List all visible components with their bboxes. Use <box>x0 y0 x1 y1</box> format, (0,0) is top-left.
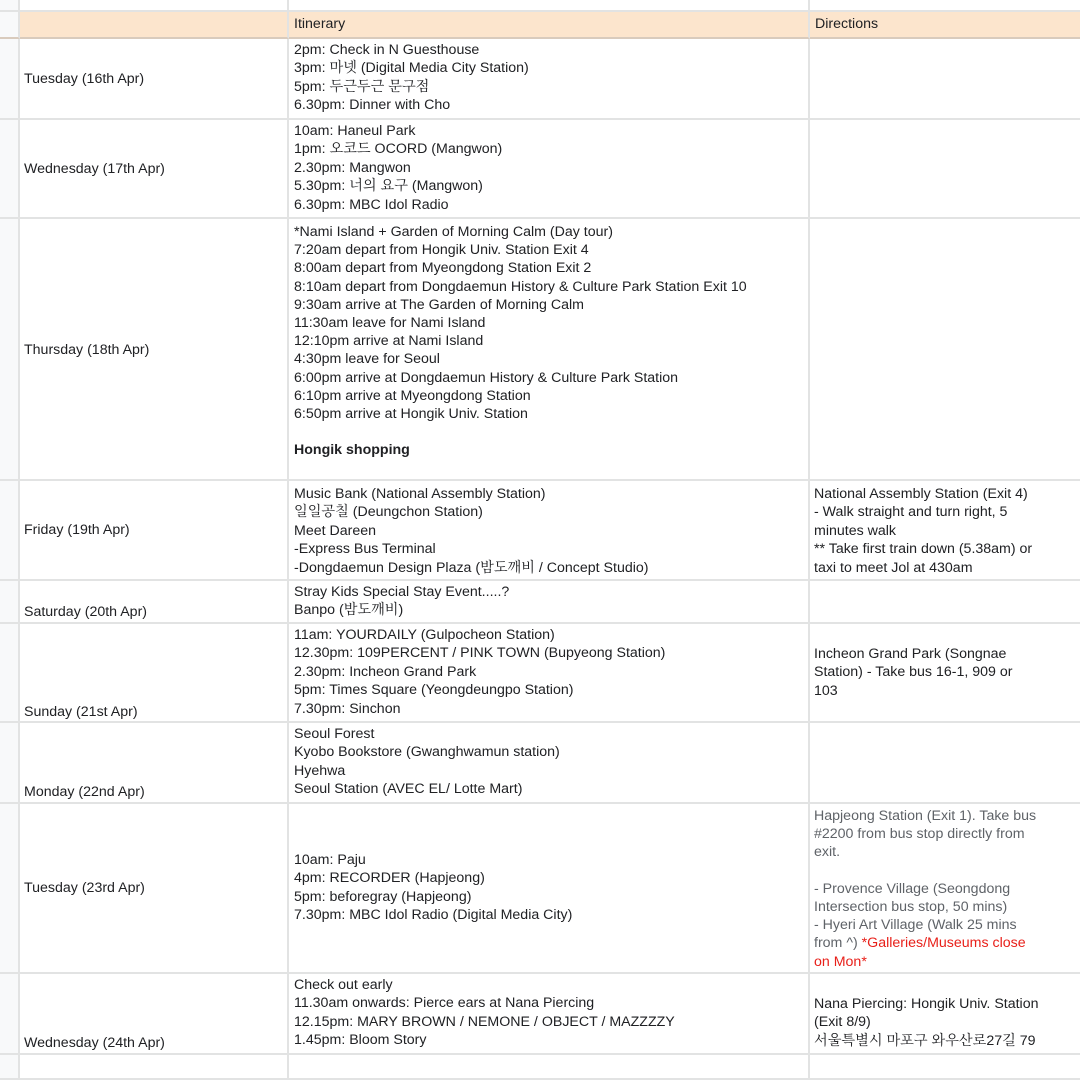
directions-line-mixed <box>814 934 1036 952</box>
itinerary-line: 2.30pm: Incheon Grand Park <box>294 663 477 680</box>
directions-cell[interactable] <box>810 804 1080 974</box>
itinerary-line: 11:30am leave for Nami Island <box>294 314 486 331</box>
directions-line: exit. <box>814 844 841 861</box>
itinerary-line: 6:50pm arrive at Hongik Univ. Station <box>294 405 528 422</box>
itinerary-lines <box>294 583 509 620</box>
itinerary-line: Kyobo Bookstore (Gwanghwamun station) <box>294 744 560 761</box>
itinerary-line: 8:00am depart from Myeongdong Station Exit 2 <box>294 260 592 277</box>
row-number-cell[interactable] <box>0 39 20 120</box>
directions-cell[interactable] <box>810 39 1080 120</box>
directions-line: Hapjeong Station (Exit 1). Take bus <box>814 808 1037 824</box>
itinerary-line: 일일공칠 (Deungchon Station) <box>294 504 483 521</box>
table-row <box>0 481 1080 581</box>
row-number-cell[interactable] <box>0 0 20 12</box>
directions-line: Nana Piercing: Hongik Univ. Station <box>814 996 1039 1012</box>
itinerary-line: Banpo (밤도깨비) <box>294 602 404 619</box>
itinerary-cell[interactable] <box>289 219 810 481</box>
day-cell[interactable] <box>20 624 289 723</box>
header-cell-itinerary[interactable] <box>289 12 810 39</box>
directions-line: - Hyeri Art Village (Walk 25 mins <box>814 917 1017 934</box>
itinerary-lines <box>294 122 502 214</box>
itinerary-line: 11.30am onwards: Pierce ears at Nana Piercing <box>294 995 595 1012</box>
directions-cell[interactable] <box>810 974 1080 1055</box>
directions-cell[interactable] <box>810 723 1080 804</box>
itinerary-line: 7.30pm: Sinchon <box>294 700 401 717</box>
directions-line: taxi to meet Jol at 430am <box>814 559 973 576</box>
directions-cell[interactable] <box>810 219 1080 481</box>
itinerary-line: 1.45pm: Bloom Story <box>294 1032 427 1049</box>
itinerary-cell[interactable] <box>289 723 810 804</box>
directions-line: Intersection bus stop, 50 mins) <box>814 898 1008 915</box>
directions-line: Incheon Grand Park (Songnae <box>814 646 1007 662</box>
itinerary-cell[interactable] <box>289 974 810 1055</box>
itinerary-line: 9:30am arrive at The Garden of Morning Calm <box>294 296 584 313</box>
itinerary-line: 1pm: 오코드 OCORD (Mangwon) <box>294 141 503 158</box>
itinerary-line: 12.30pm: 109PERCENT / PINK TOWN (Bupyeong Station) <box>294 645 666 662</box>
table-row <box>0 581 1080 624</box>
itinerary-line: 11am: YOURDAILY (Gulpocheon Station) <box>294 627 555 643</box>
directions-lines <box>814 645 1012 700</box>
itinerary-line: 5pm: beforegray (Hapjeong) <box>294 888 472 905</box>
directions-cell[interactable] <box>810 624 1080 723</box>
directions-cell[interactable] <box>810 120 1080 219</box>
itinerary-line: Hyehwa <box>294 762 346 779</box>
day-label: Wednesday (24th Apr) <box>24 1035 165 1051</box>
row-number-cell[interactable] <box>0 581 20 624</box>
cell[interactable] <box>289 0 810 12</box>
itinerary-line: 12.15pm: MARY BROWN / NEMONE / OBJECT / MAZZZZY <box>294 1013 675 1030</box>
cell[interactable] <box>810 1055 1080 1080</box>
row-number-cell[interactable] <box>0 974 20 1055</box>
directions-line: 103 <box>814 682 838 699</box>
day-label: Tuesday (16th Apr) <box>24 71 145 87</box>
directions-tail-text: from ^) <box>814 935 862 952</box>
itinerary-lines <box>294 851 572 925</box>
directions-cell[interactable] <box>810 581 1080 624</box>
itinerary-cell[interactable] <box>289 120 810 219</box>
row-number-cell[interactable] <box>0 804 20 974</box>
itinerary-line: 2.30pm: Mangwon <box>294 159 411 176</box>
itinerary-line: 6.30pm: MBC Idol Radio <box>294 196 449 213</box>
day-cell[interactable] <box>20 723 289 804</box>
itinerary-line: Meet Dareen <box>294 522 377 539</box>
partial-top-row <box>0 0 1080 12</box>
itinerary-line: 5pm: 두근두근 문구점 <box>294 78 430 95</box>
row-number-cell[interactable] <box>0 624 20 723</box>
directions-line: Station) - Take bus 16-1, 909 or <box>814 664 1013 681</box>
itinerary-line: 4pm: RECORDER (Hapjeong) <box>294 870 485 887</box>
itinerary-lines <box>294 41 529 115</box>
cell[interactable] <box>20 0 289 12</box>
itinerary-line: Check out early <box>294 977 393 993</box>
day-label: Saturday (20th Apr) <box>24 604 148 620</box>
day-cell[interactable] <box>20 804 289 974</box>
itinerary-line: 2pm: Check in N Guesthouse <box>294 42 480 58</box>
directions-line <box>814 862 1036 880</box>
itinerary-cell[interactable] <box>289 581 810 624</box>
header-itinerary-label: Itinerary <box>294 16 346 32</box>
directions-lines <box>814 807 1036 971</box>
itinerary-line: -Dongdaemun Design Plaza (밤도깨비 / Concept Studio) <box>294 559 649 576</box>
itinerary-line: Seoul Forest <box>294 726 375 742</box>
day-label: Tuesday (23rd Apr) <box>24 880 145 896</box>
directions-line: 서울특별시 마포구 와우산로27길 79 <box>814 1032 1036 1049</box>
row-number-cell[interactable] <box>0 120 20 219</box>
table-row <box>0 624 1080 723</box>
row-number-cell[interactable] <box>0 1055 20 1080</box>
itinerary-lines <box>294 223 747 459</box>
itinerary-line: 4:30pm leave for Seoul <box>294 351 440 368</box>
header-row <box>0 12 1080 39</box>
day-label: Wednesday (17th Apr) <box>24 161 165 177</box>
table-row <box>0 120 1080 219</box>
directions-warning-text: *Galleries/Museums close <box>861 935 1026 952</box>
cell[interactable] <box>289 1055 810 1080</box>
cell[interactable] <box>810 0 1080 12</box>
itinerary-lines <box>294 725 560 799</box>
itinerary-lines <box>294 485 649 577</box>
itinerary-line: -Express Bus Terminal <box>294 541 436 558</box>
itinerary-cell[interactable] <box>289 624 810 723</box>
table-row <box>0 804 1080 974</box>
header-cell-day[interactable] <box>20 12 289 39</box>
directions-line: minutes walk <box>814 522 897 539</box>
itinerary-line: 10am: Paju <box>294 852 366 868</box>
itinerary-line: 6:00pm arrive at Dongdaemun History & Culture Park Station <box>294 369 679 386</box>
itinerary-cell[interactable] <box>289 481 810 581</box>
row-number-cell[interactable] <box>0 219 20 481</box>
itinerary-lines <box>294 626 665 718</box>
directions-line: National Assembly Station (Exit 4) <box>814 486 1028 502</box>
itinerary-line: 7.30pm: MBC Idol Radio (Digital Media City) <box>294 907 573 924</box>
directions-warning-text: on Mon* <box>814 953 867 970</box>
itinerary-line: 12:10pm arrive at Nami Island <box>294 333 484 350</box>
table-row <box>0 723 1080 804</box>
itinerary-line: 3pm: 마넷 (Digital Media City Station) <box>294 60 529 77</box>
itinerary-line: 10am: Haneul Park <box>294 123 416 139</box>
day-label: Friday (19th Apr) <box>24 522 130 538</box>
row-number-cell[interactable] <box>0 481 20 581</box>
itinerary-line: 6.30pm: Dinner with Cho <box>294 97 451 114</box>
table-row <box>0 974 1080 1055</box>
itinerary-lines <box>294 976 675 1050</box>
directions-cell[interactable] <box>810 481 1080 581</box>
directions-line: - Provence Village (Seongdong <box>814 880 1011 897</box>
itinerary-line: 5pm: Times Square (Yeongdeungpo Station) <box>294 682 574 699</box>
day-cell[interactable] <box>20 481 289 581</box>
cell[interactable] <box>20 1055 289 1080</box>
blank-line <box>294 423 747 441</box>
directions-line: ** Take first train down (5.38am) or <box>814 541 1033 558</box>
day-cell[interactable] <box>20 39 289 120</box>
itinerary-line: Music Bank (National Assembly Station) <box>294 486 546 502</box>
directions-line: - Walk straight and turn right, 5 <box>814 504 1008 521</box>
itinerary-line: 7:20am depart from Hongik Univ. Station Exit 4 <box>294 242 589 259</box>
itinerary-bold-line: Hongik shopping <box>294 442 410 459</box>
itinerary-line: Stray Kids Special Stay Event.....? <box>294 584 510 600</box>
itinerary-line: Seoul Station (AVEC EL/ Lotte Mart) <box>294 781 523 798</box>
header-directions-label: Directions <box>815 16 879 32</box>
table-row <box>0 219 1080 481</box>
itinerary-line: 6:10pm arrive at Myeongdong Station <box>294 387 531 404</box>
itinerary-cell[interactable] <box>289 39 810 120</box>
directions-line: #2200 from bus stop directly from <box>814 826 1025 843</box>
itinerary-line: 5.30pm: 너의 요구 (Mangwon) <box>294 178 483 195</box>
partial-bottom-row <box>0 1055 1080 1080</box>
directions-lines <box>814 485 1032 577</box>
itinerary-cell[interactable] <box>289 804 810 974</box>
itinerary-line: 8:10am depart from Dongdaemun History & Culture Park Station Exit 10 <box>294 278 747 295</box>
day-label: Sunday (21st Apr) <box>24 704 138 720</box>
directions-line: (Exit 8/9) <box>814 1014 871 1031</box>
itinerary-line: *Nami Island + Garden of Morning Calm (Day tour) <box>294 224 613 240</box>
day-label: Thursday (18th Apr) <box>24 342 150 358</box>
day-cell[interactable] <box>20 120 289 219</box>
table-row <box>0 39 1080 120</box>
day-cell[interactable] <box>20 974 289 1055</box>
day-label: Monday (22nd Apr) <box>24 784 145 800</box>
row-number-cell[interactable] <box>0 723 20 804</box>
day-cell[interactable] <box>20 219 289 481</box>
day-cell[interactable] <box>20 581 289 624</box>
row-number-cell[interactable] <box>0 12 20 39</box>
header-cell-directions[interactable] <box>810 12 1080 39</box>
directions-lines <box>814 995 1039 1050</box>
